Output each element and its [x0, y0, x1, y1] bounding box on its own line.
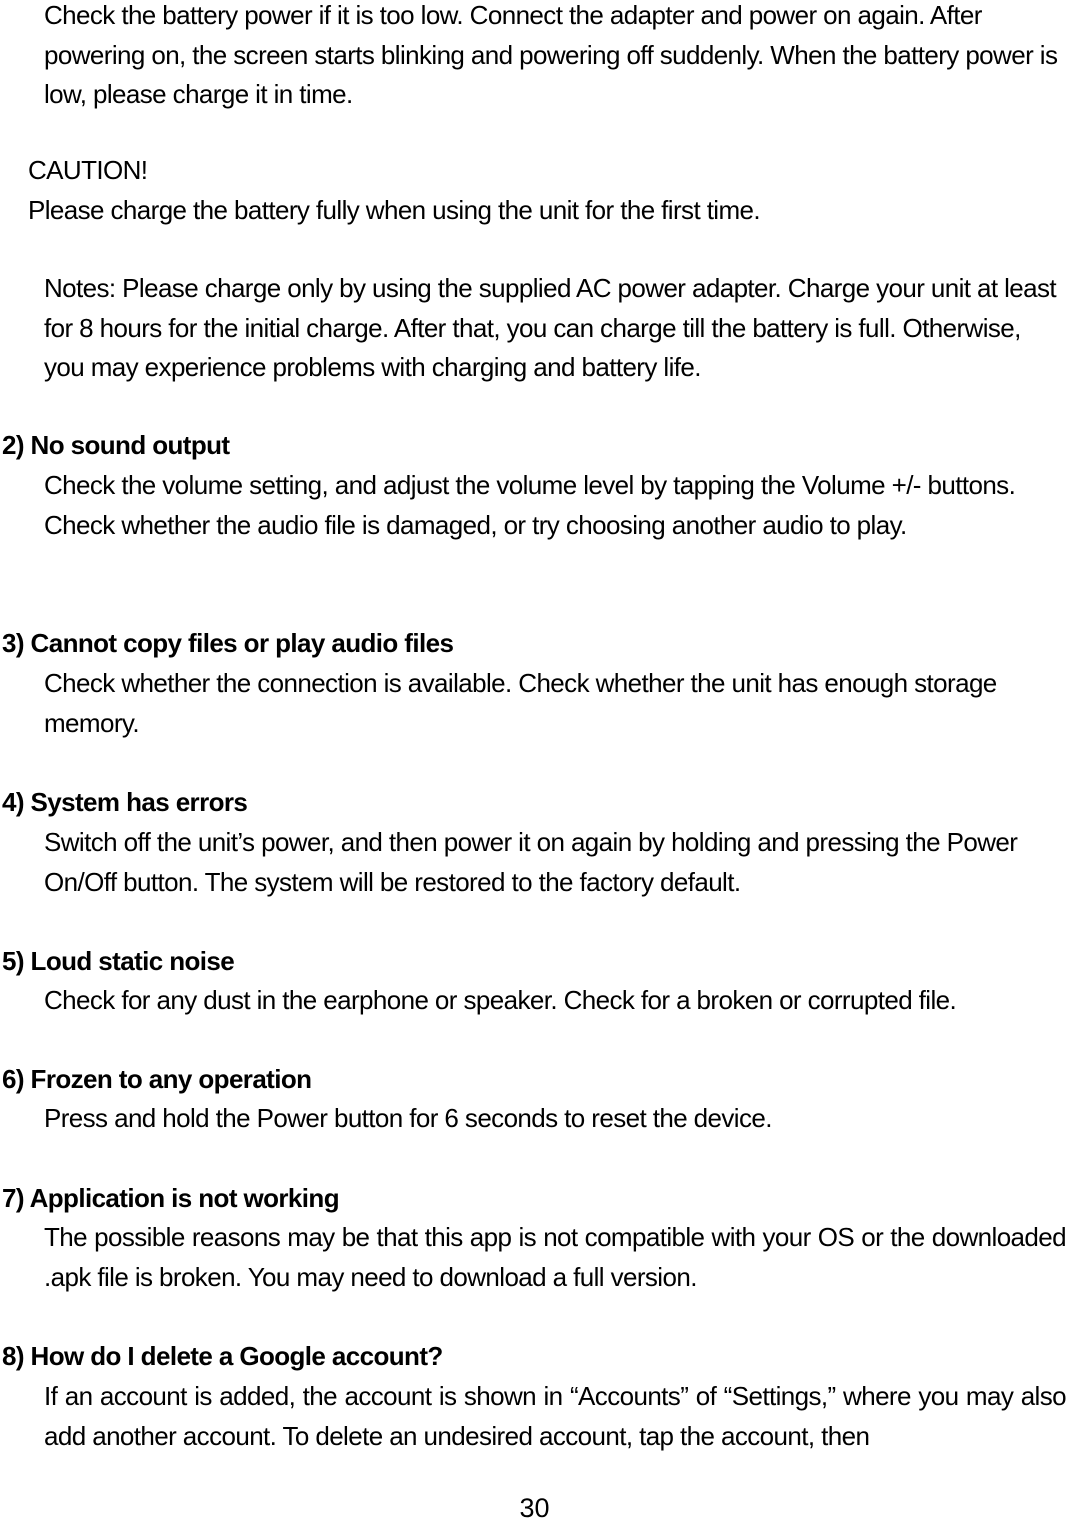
- section-heading-app-not-working: 7) Application is not working: [2, 1183, 339, 1213]
- section-heading-no-sound: 2) No sound output: [2, 430, 230, 460]
- section-body-static-noise: Check for any dust in the earphone or speaker. Check for a broken or corrupted file.: [44, 985, 957, 1015]
- section-body-frozen: Press and hold the Power button for 6 seconds to reset the device.: [44, 1103, 772, 1133]
- caution-title: CAUTION!: [28, 155, 148, 185]
- section-heading-system-errors: 4) System has errors: [2, 787, 248, 817]
- section-body-app-not-working: The possible reasons may be that this app is not compatible with your OS or the downloaded .apk file is broken. You may need to download a full version.: [44, 1222, 1066, 1292]
- section-heading-cannot-copy: 3) Cannot copy files or play audio files: [2, 628, 454, 658]
- section-heading-delete-google-account: 8) How do I delete a Google account?: [2, 1341, 443, 1371]
- section-heading-static-noise: 5) Loud static noise: [2, 946, 235, 976]
- caution-text: Please charge the battery fully when using the unit for the first time.: [28, 195, 761, 225]
- battery-paragraph: Check the battery power if it is too low. Connect the adapter and power on again. After powering on, the screen starts blinking and powering off suddenly. When the battery power is low, please charge it in time.: [44, 0, 1058, 109]
- section-body-delete-google-account: If an account is added, the account is shown in “Accounts” of “Settings,” where you may also add another account. To delete an undesired account, tap the account, then: [44, 1381, 1066, 1451]
- section-heading-frozen: 6) Frozen to any operation: [2, 1064, 312, 1094]
- notes-paragraph: Notes: Please charge only by using the supplied AC power adapter. Charge your unit at least for 8 hours for the initial charge. After that, you can charge till the battery is full. Otherwise, you may experience problems with charging and battery life.: [44, 273, 1057, 382]
- section-body-cannot-copy: Check whether the connection is available. Check whether the unit has enough storage memory.: [44, 668, 997, 738]
- section-body-no-sound: Check the volume setting, and adjust the volume level by tapping the Volume +/- buttons. Check whether the audio file is damaged, or try choosing another audio to play.: [44, 470, 1016, 540]
- page-number: 30: [519, 1493, 550, 1523]
- section-body-system-errors: Switch off the unit’s power, and then power it on again by holding and pressing the Power On/Off button. The system will be restored to the factory default.: [44, 827, 1018, 897]
